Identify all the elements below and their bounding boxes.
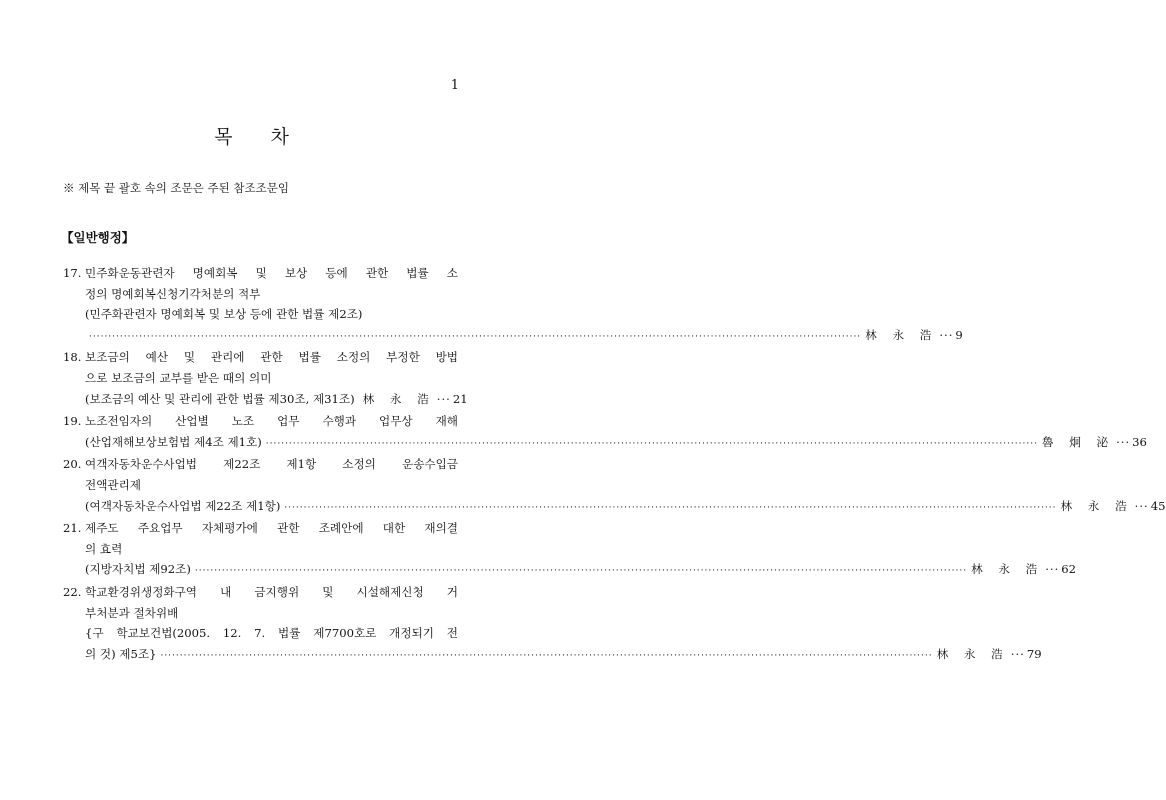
- entry-author: 林 永 浩: [936, 646, 1009, 661]
- entry-title-line: 제주도 주요업무 자체평가에 관한 조례안에 대한 재의결: [85, 521, 458, 536]
- page-leader: ···: [1010, 646, 1025, 661]
- toc-entry[interactable]: [63, 582, 1042, 666]
- entry-title-line: 전액관리제: [85, 477, 141, 492]
- page-leader: ···: [1134, 498, 1149, 513]
- entry-number: 22.: [63, 584, 82, 599]
- entry-page: 21: [452, 391, 468, 406]
- entry-page: 45: [1150, 498, 1166, 513]
- entry-author: 魯 炯 泌: [1041, 434, 1115, 449]
- entry-page: 36: [1132, 434, 1147, 449]
- reference-note: ※ 제목 끝 괄호 속의 조문은 주된 참조조문임: [63, 181, 289, 195]
- entry-title-line: {구 학교보건법(2005. 12. 7. 법률 제7700호로 개정되기 전: [85, 626, 458, 641]
- entry-number: 17.: [63, 266, 82, 280]
- toc-entry[interactable]: [63, 347, 468, 411]
- entry-author: 林 永 浩: [971, 562, 1044, 577]
- entry-page: 62: [1061, 562, 1077, 577]
- entry-title-line: 학교환경위생정화구역 내 금지행위 및 시설해제신청 거: [85, 584, 458, 599]
- toc-entry[interactable]: [63, 411, 1147, 454]
- entry-title-line: 민주화운동관련자 명예회복 및 보상 등에 관한 법률 소: [85, 266, 458, 280]
- table-of-contents: [63, 263, 1166, 666]
- entry-number: 21.: [63, 521, 82, 536]
- entry-reference: (지방자치법 제92조): [85, 562, 191, 577]
- entry-author: 林 永 浩: [865, 327, 938, 342]
- entry-author: 林 永 浩: [1060, 498, 1133, 513]
- entry-page: 9: [955, 327, 963, 342]
- page-leader: ···: [939, 327, 954, 342]
- entry-reference: (민주화관련자 명예회복 및 보상 등에 관한 법률 제2조): [85, 307, 363, 322]
- entry-reference: 의 것) 제5조}: [85, 646, 157, 661]
- dot-leader: ········································································································································································································: [160, 650, 933, 661]
- dot-leader: ········································································································································································································: [284, 502, 1057, 513]
- entry-page: 79: [1026, 646, 1042, 661]
- entry-title-line: 여객자동차운수사업법 제22조 제1항 소정의 운송수입금: [85, 457, 458, 472]
- entry-reference: (여객자동차운수사업법 제22조 제1항): [85, 498, 281, 513]
- entry-title-line: 보조금의 예산 및 관리에 관한 법률 소정의 부정한 방법: [85, 350, 458, 365]
- entry-author: 林 永 浩: [362, 391, 435, 406]
- toc-entry[interactable]: [63, 518, 1077, 582]
- entry-title-line: 부처분과 절차위배: [85, 605, 179, 620]
- page-title: 목 차: [214, 126, 305, 148]
- entry-number: 20.: [63, 457, 82, 472]
- entry-number: 19.: [63, 414, 82, 429]
- page-leader: ···: [1116, 434, 1131, 449]
- toc-entry[interactable]: [63, 263, 963, 347]
- page-leader: ···: [1045, 562, 1060, 577]
- dot-leader: ········································································································································································································: [194, 566, 968, 577]
- entry-title-line: 정의 명예회복신청기각처분의 적부: [85, 286, 261, 301]
- entry-title-line: 노조전임자의 산업별 노조 업무 수행과 업무상 재해: [85, 414, 458, 429]
- entry-reference: (산업재해보상보험법 제4조 제1호): [85, 434, 262, 449]
- dot-leader: ········································································································································································································: [89, 331, 862, 342]
- dot-leader: ········································································································································································································: [265, 438, 1038, 449]
- entry-number: 18.: [63, 350, 82, 365]
- entry-title-line: 의 효력: [85, 541, 123, 556]
- section-heading: 【일반행정】: [61, 230, 135, 245]
- entry-title-line: 으로 보조금의 교부를 받은 때의 의미: [85, 370, 272, 385]
- toc-entry[interactable]: [63, 454, 1166, 518]
- page-leader: ···: [436, 391, 451, 406]
- entry-reference: (보조금의 예산 및 관리에 관한 법률 제30조, 제31조): [85, 391, 355, 406]
- page-number: 1: [450, 78, 459, 93]
